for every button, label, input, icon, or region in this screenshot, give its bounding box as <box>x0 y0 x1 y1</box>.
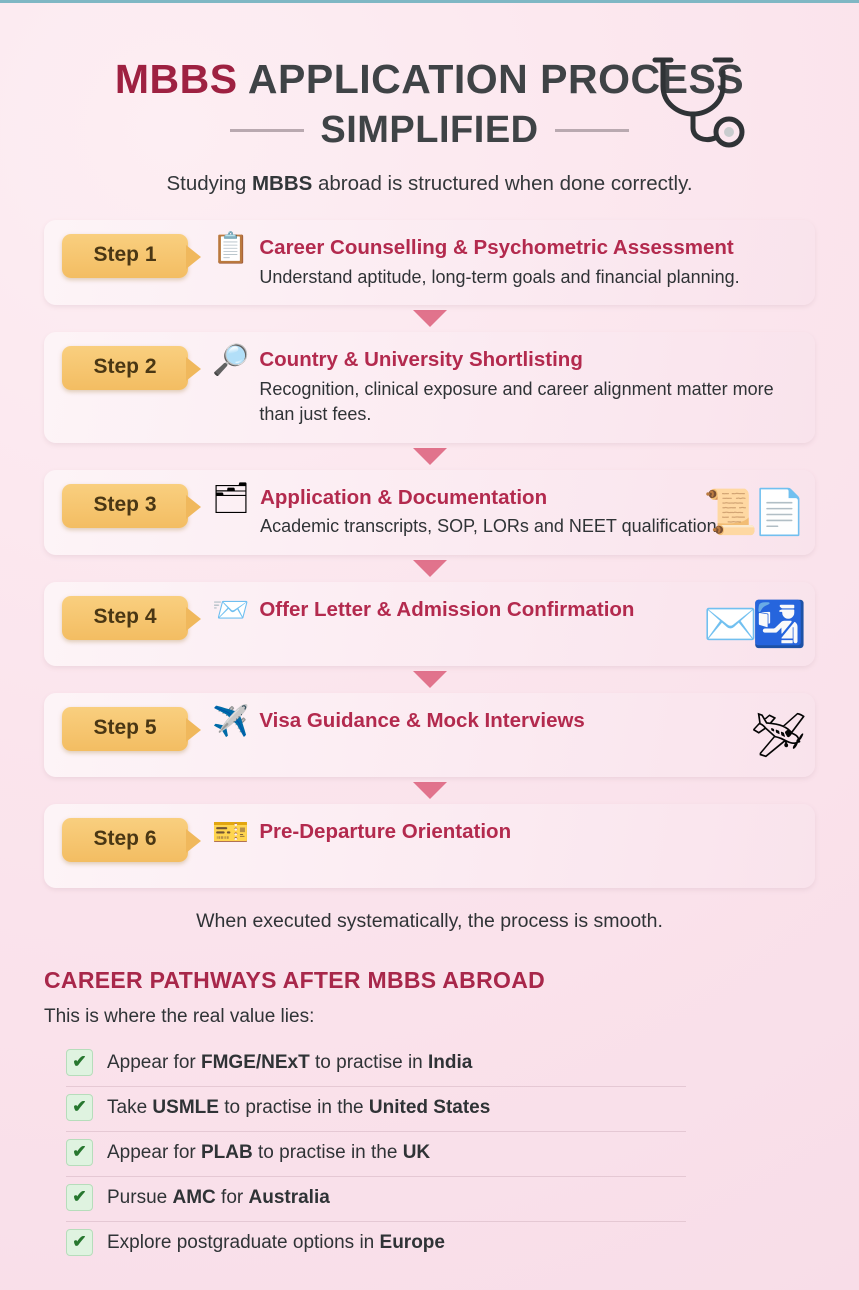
letter-clipboard-icon: 📨 <box>212 594 250 628</box>
step-head <box>259 348 797 373</box>
stethoscope-icon <box>641 52 771 152</box>
pathway-text <box>107 1232 445 1254</box>
step-title: Application & Documentation <box>260 485 548 509</box>
passport-envelope-art-icon: ✉️🛂 <box>703 600 801 650</box>
pathway-text-pre: Pursue <box>107 1186 173 1208</box>
airplane-icon: ✈️ <box>212 705 250 739</box>
career-pathways-section <box>44 967 815 1266</box>
subtitle-post: abroad is structured when done correctly. <box>312 172 693 196</box>
pathway-text-pre: Appear for <box>107 1141 201 1163</box>
pathway-text-bold-2: India <box>428 1051 473 1073</box>
subtitle <box>44 172 815 196</box>
list-item <box>66 1177 686 1222</box>
step-head <box>259 709 797 734</box>
title-rest: APPLICATION PROCESS <box>247 56 745 102</box>
clipboard-checklist-icon: 📋 <box>212 232 250 266</box>
check-icon: ✔ <box>66 1094 93 1121</box>
step-body <box>259 707 797 738</box>
list-item <box>66 1222 686 1266</box>
step-badge: Step 5 <box>62 707 188 751</box>
step-card[interactable] <box>44 332 815 442</box>
pathways-list <box>44 1042 815 1266</box>
check-icon: ✔ <box>66 1139 93 1166</box>
step-head <box>259 820 797 845</box>
pathway-text-bold-1: FMGE/NExT <box>201 1051 310 1073</box>
pathway-text <box>107 1052 472 1074</box>
pathway-text <box>107 1187 330 1209</box>
pathway-text-bold-2: Europe <box>379 1231 445 1253</box>
step-badge-wrap <box>62 818 202 862</box>
step-badge: Step 2 <box>62 346 188 390</box>
pathways-subtitle: This is where the real value lies: <box>44 1006 315 1028</box>
certificates-art-icon: 📜📄 <box>703 488 801 538</box>
step-badge: Step 3 <box>62 484 188 528</box>
step-badge-wrap <box>62 707 202 751</box>
step-card[interactable] <box>44 804 815 888</box>
step-badge-wrap <box>62 484 202 528</box>
pathway-text-bold-1: USMLE <box>152 1096 219 1118</box>
pathway-text-bold-2: Australia <box>248 1186 330 1208</box>
step-body <box>259 234 797 289</box>
pathway-text-bold-1: AMC <box>172 1186 216 1208</box>
rule-left <box>230 129 304 132</box>
check-icon: ✔ <box>66 1229 93 1256</box>
list-item <box>66 1042 686 1087</box>
step-badge-wrap <box>62 234 202 278</box>
pathway-text <box>107 1142 430 1164</box>
pathway-text-pre: Explore postgraduate options in <box>107 1231 380 1253</box>
step-card[interactable] <box>44 582 815 666</box>
pathway-text-bold-1: PLAB <box>201 1141 253 1163</box>
step-title: Pre-Departure Orientation <box>259 820 512 844</box>
arrow-down-icon <box>413 448 447 465</box>
magnifier-globe-icon: 🔎 <box>212 344 250 378</box>
step-badge: Step 4 <box>62 596 188 640</box>
pathway-text-bold-2: United States <box>368 1096 491 1118</box>
list-item <box>66 1087 686 1132</box>
list-item <box>66 1132 686 1177</box>
pathway-text-mid: to practise in the <box>218 1096 369 1118</box>
pathways-title: CAREER PATHWAYS AFTER MBBS ABROAD <box>44 967 546 994</box>
title-line-2: SIMPLIFIED <box>320 109 539 152</box>
step-body <box>259 346 797 426</box>
pathway-text-mid: to practise in <box>309 1051 429 1073</box>
step-title: Offer Letter & Admission Confirmation <box>259 598 635 622</box>
check-icon: ✔ <box>66 1049 93 1076</box>
arrow-down-icon <box>413 560 447 577</box>
step-card[interactable] <box>44 693 815 777</box>
closing-note: When executed systematically, the process is smooth. <box>196 910 663 933</box>
step-card[interactable] <box>44 220 815 305</box>
arrow-down-icon <box>413 310 447 327</box>
header <box>44 58 815 196</box>
step-title: Visa Guidance & Mock Interviews <box>259 709 585 733</box>
title-accent: MBBS <box>114 56 238 102</box>
step-title: Country & University Shortlisting <box>259 348 583 372</box>
arrow-down-icon <box>413 782 447 799</box>
pathway-text-bold-2: UK <box>402 1141 431 1163</box>
pathway-text <box>107 1097 490 1119</box>
arrow-down-icon <box>413 671 447 688</box>
step-description: Academic transcripts, SOP, LORs and NEET qualification. <box>260 516 722 537</box>
step-head <box>259 236 797 261</box>
step-body <box>259 818 797 849</box>
plane-art-icon: 🛩 <box>751 711 801 761</box>
rule-right <box>555 129 629 132</box>
step-badge: Step 6 <box>62 818 188 862</box>
pathway-text-pre: Appear for <box>107 1051 201 1073</box>
step-title: Career Counselling & Psychometric Assessment <box>259 236 734 260</box>
pathway-text-pre: Take <box>107 1096 153 1118</box>
step-badge-wrap <box>62 346 202 390</box>
step-badge: Step 1 <box>62 234 188 278</box>
pathway-text-mid: for <box>215 1186 249 1208</box>
step-badge-wrap <box>62 596 202 640</box>
boarding-pass-icon: 🎫 <box>212 816 250 850</box>
step-card[interactable] <box>44 470 815 555</box>
step-description: Recognition, clinical exposure and career alignment matter more than just fees. <box>259 379 774 424</box>
folder-documents-icon: 🗂 <box>212 481 251 515</box>
subtitle-bold: MBBS <box>251 172 313 196</box>
pathway-text-mid: to practise in the <box>252 1141 403 1163</box>
steps-list <box>44 220 815 888</box>
check-icon: ✔ <box>66 1184 93 1211</box>
subtitle-pre: Studying <box>166 172 252 196</box>
step-description: Understand aptitude, long-term goals and financial planning. <box>259 266 740 287</box>
